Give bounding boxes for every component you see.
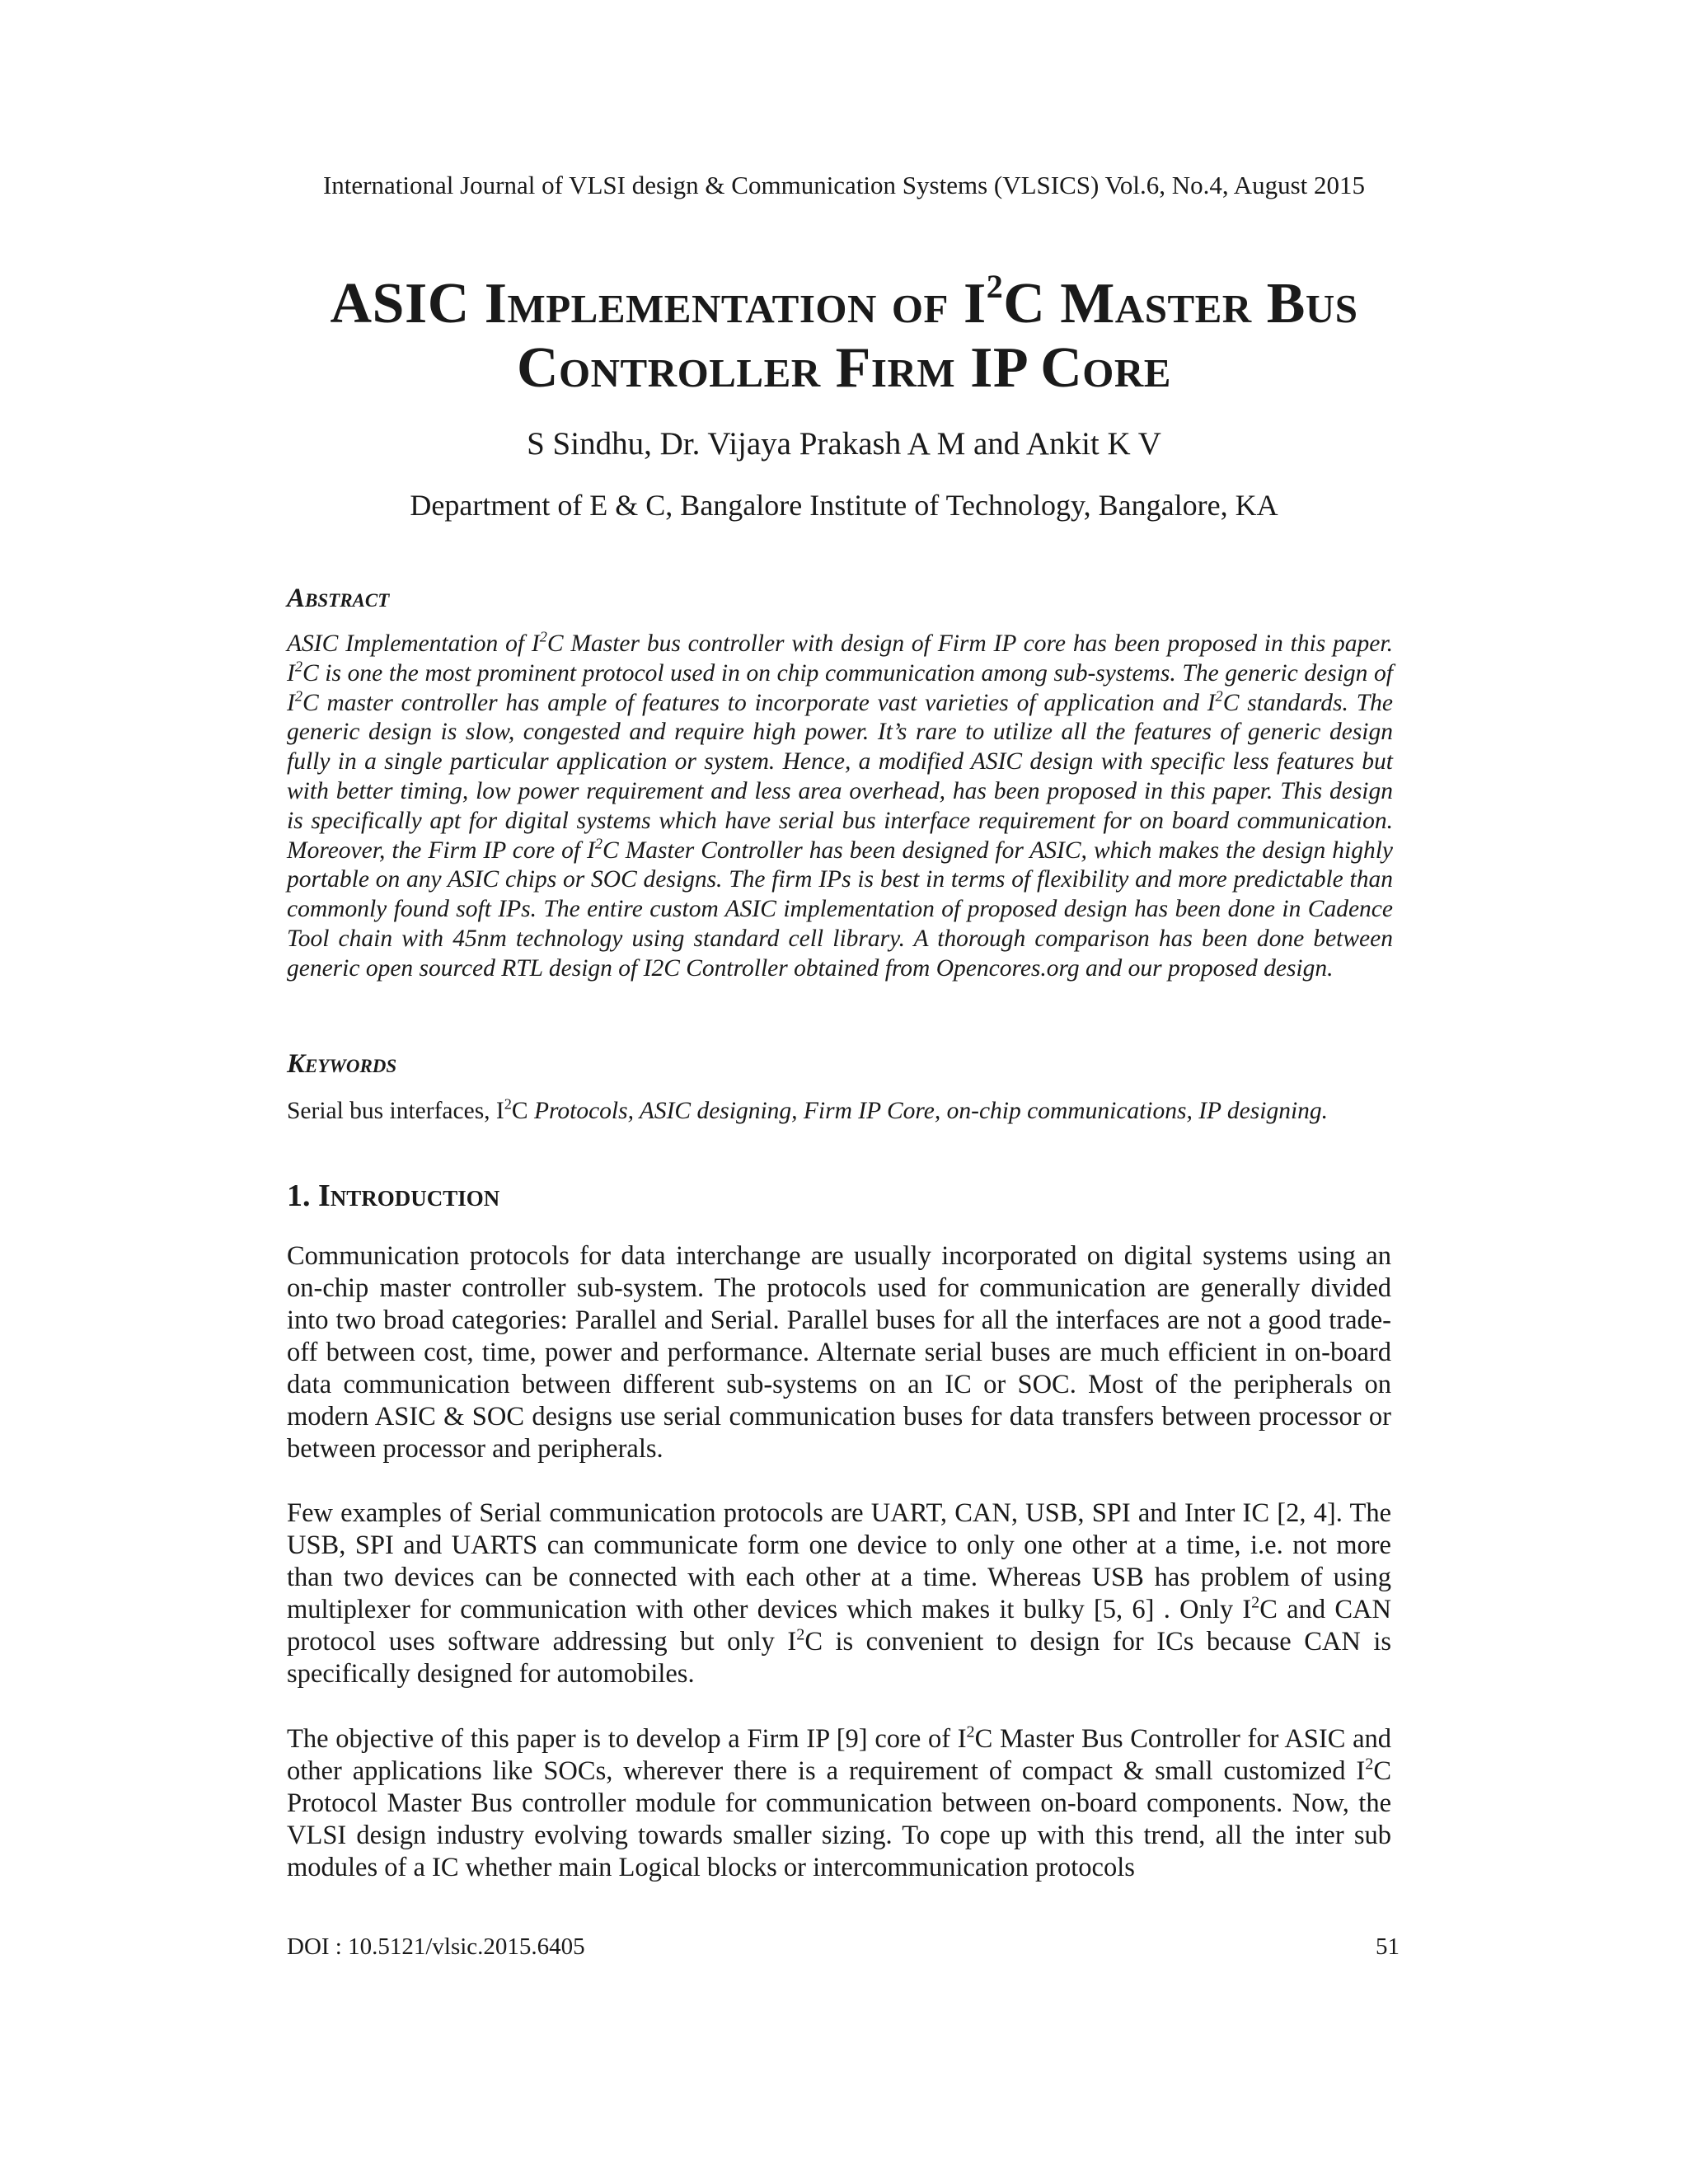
paragraph-segment: C and CAN protocol uses software addressing but only I: [287, 1595, 1391, 1657]
paragraph-segment: Few examples of Serial communication protocols are UART, CAN, USB, SPI and Inter IC [2, 4]. The USB, SPI and UARTS can communicate form one device to only one other at a time, i.e. not more than two devices can be connected with each other at a time. Whereas USB has problem of using multiplexer for communication with other devices which makes it bulky [5, 6] . Only I: [287, 1498, 1391, 1624]
superscript: 2: [966, 1722, 975, 1741]
superscript: 2: [294, 658, 302, 675]
abstract-heading: Abstract: [287, 583, 390, 613]
paragraph-segment: C Protocol Master Bus controller module for communication between on-board components. Now, the VLSI design industry evolving towards smaller sizing. To cope up with this trend, all the inter sub modules of a IC whether main Logical blocks or intercommunication protocols: [287, 1756, 1391, 1882]
keywords-segment: C: [511, 1098, 534, 1124]
abstract-text: [287, 630, 1393, 984]
introduction-heading: 1. Introduction: [287, 1179, 500, 1213]
title-superscript: 2: [986, 268, 1004, 305]
journal-header: International Journal of VLSI design & Communication Systems (VLSICS) Vol.6, No.4, August 2015: [322, 171, 1366, 199]
keywords-text: [287, 1095, 1441, 1127]
superscript: 2: [796, 1625, 805, 1644]
superscript: 2: [1251, 1593, 1260, 1612]
intro-paragraph-2: [287, 1497, 1391, 1690]
keywords-segment: Serial bus interfaces, I: [287, 1098, 504, 1124]
title-line-1: [0, 268, 1688, 336]
keywords-list: Protocols, ASIC designing, Firm IP Core, on-chip communications, IP designing.: [533, 1098, 1329, 1124]
intro-paragraph-3: [287, 1723, 1391, 1884]
abstract-segment: C standards. The generic design is slow, congested and require high power. It’s rare to utilize all the features of generic design fully in a single particular application or system. Hence, a modified ASIC design with specific less features but with better timing, low power requirement and less area overhead, has been proposed in this paper. This design is specifically apt for digital systems which have serial bus interface requirement for on board communication. Moreover, the Firm IP core of I: [287, 689, 1393, 864]
abstract-segment: C Master Controller has been designed for ASIC, which makes the design highly portable on any ASIC chips or SOC designs. The firm IPs is best in terms of flexibility and more predictable than commonly found soft IPs. The entire custom ASIC implementation of proposed design has been done in Cadence Tool chain with 45nm technology using standard cell library. A thorough comparison has been done between generic open sourced RTL design of I2C Controller obtained from Opencores.org and our proposed design.: [287, 837, 1393, 982]
author-list: S Sindhu, Dr. Vijaya Prakash A M and Ankit K V: [527, 426, 1161, 462]
abstract-segment: ASIC Implementation of I: [287, 630, 540, 657]
abstract-segment: C is one the most prominent protocol used in on chip communication among sub-systems. The generic design of I: [287, 659, 1393, 716]
paragraph-segment: C is convenient to design for ICs because CAN is specifically designed for automobiles.: [287, 1627, 1391, 1689]
affiliation: Department of E & C, Bangalore Institute of Technology, Bangalore, KA: [410, 489, 1278, 522]
paragraph-segment: The objective of this paper is to develop a Firm IP [9] core of I: [287, 1724, 967, 1754]
superscript: 2: [539, 628, 547, 645]
superscript: 2: [294, 687, 302, 705]
title-text: ASIC Implementation of I: [330, 272, 987, 335]
superscript: 2: [1365, 1755, 1374, 1774]
title-text: C Master Bus: [1003, 272, 1358, 335]
superscript: 2: [594, 835, 603, 852]
keywords-heading: Keywords: [287, 1049, 397, 1079]
intro-paragraph-1: Communication protocols for data interchange are usually incorporated on digital systems using an on-chip master controller sub-system. The protocols used for communication are generally divided into two broad categories: Parallel and Serial. Parallel buses for all the interfaces are not a good trade-off between cost, time, power and performance. Alternate serial buses are much efficient in on-board data communication between different sub-systems on an IC or SOC. Most of the peripherals on modern ASIC & SOC designs use serial communication buses for data transfers between processor or between processor and peripherals.: [287, 1241, 1391, 1464]
title-line-2: Controller Firm IP Core: [516, 336, 1171, 400]
abstract-segment: C master controller has ample of features to incorporate vast varieties of application and I: [302, 689, 1216, 716]
abstract-segment: C Master bus controller with design of Firm IP core has been proposed in this paper. I: [287, 630, 1393, 687]
superscript: 2: [504, 1095, 512, 1113]
paragraph-segment: C Master Bus Controller for ASIC and other applications like SOCs, wherever there is a requirement of compact & small customized I: [287, 1724, 1391, 1786]
doi-footer: DOI : 10.5121/vlsic.2015.6405: [287, 1933, 585, 1960]
superscript: 2: [1215, 687, 1223, 705]
paper-title: [0, 268, 1688, 401]
page-number: 51: [1376, 1933, 1400, 1960]
